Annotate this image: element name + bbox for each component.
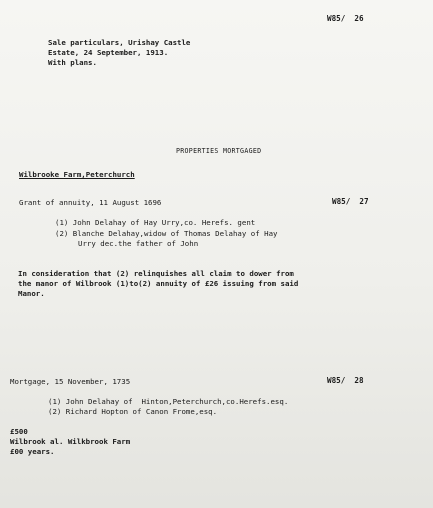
- mortgage-term: £00 years.: [10, 447, 55, 456]
- consideration-line-3: Manor.: [18, 289, 45, 298]
- ref-w85-26: W85/ 26: [327, 14, 364, 23]
- mortgage-property: Wilbrook al. Wilkbrook Farm: [10, 437, 131, 446]
- section-title: PROPERTIES MORTGAGED: [176, 147, 262, 155]
- header-line-2: Estate, 24 September, 1913.: [48, 48, 169, 57]
- mortgage-title: Mortgage, 15 November, 1735: [10, 377, 131, 386]
- grant-title: Grant of annuity, 11 August 1696: [19, 198, 162, 207]
- ref-w85-27: W85/ 27: [332, 197, 369, 206]
- header-line-3: With plans.: [48, 58, 97, 67]
- grant-party-1: (1) John Delahay of Hay Urry,co. Herefs. gent: [55, 218, 256, 227]
- grant-party-2-line-2: Urry dec.the father of John: [78, 239, 199, 248]
- consideration-line-2: the manor of Wilbrook (1)to(2) annuity of £26 issuing from said: [18, 279, 299, 288]
- ref-w85-28: W85/ 28: [327, 376, 364, 385]
- header-line-1: Sale particulars, Urishay Castle: [48, 38, 191, 47]
- mortgage-party-2: (2) Richard Hopton of Canon Frome,esq.: [48, 407, 218, 416]
- grant-party-2-line-1: (2) Blanche Delahay,widow of Thomas Delahay of Hay: [55, 229, 278, 238]
- property-heading: Wilbrooke Farm,Peterchurch: [19, 170, 135, 179]
- consideration-line-1: In consideration that (2) relinquishes all claim to dower from: [18, 269, 294, 278]
- mortgage-party-1: (1) John Delahay of Hinton,Peterchurch,co.Herefs.esq.: [48, 397, 289, 406]
- mortgage-amount: £500: [10, 427, 28, 436]
